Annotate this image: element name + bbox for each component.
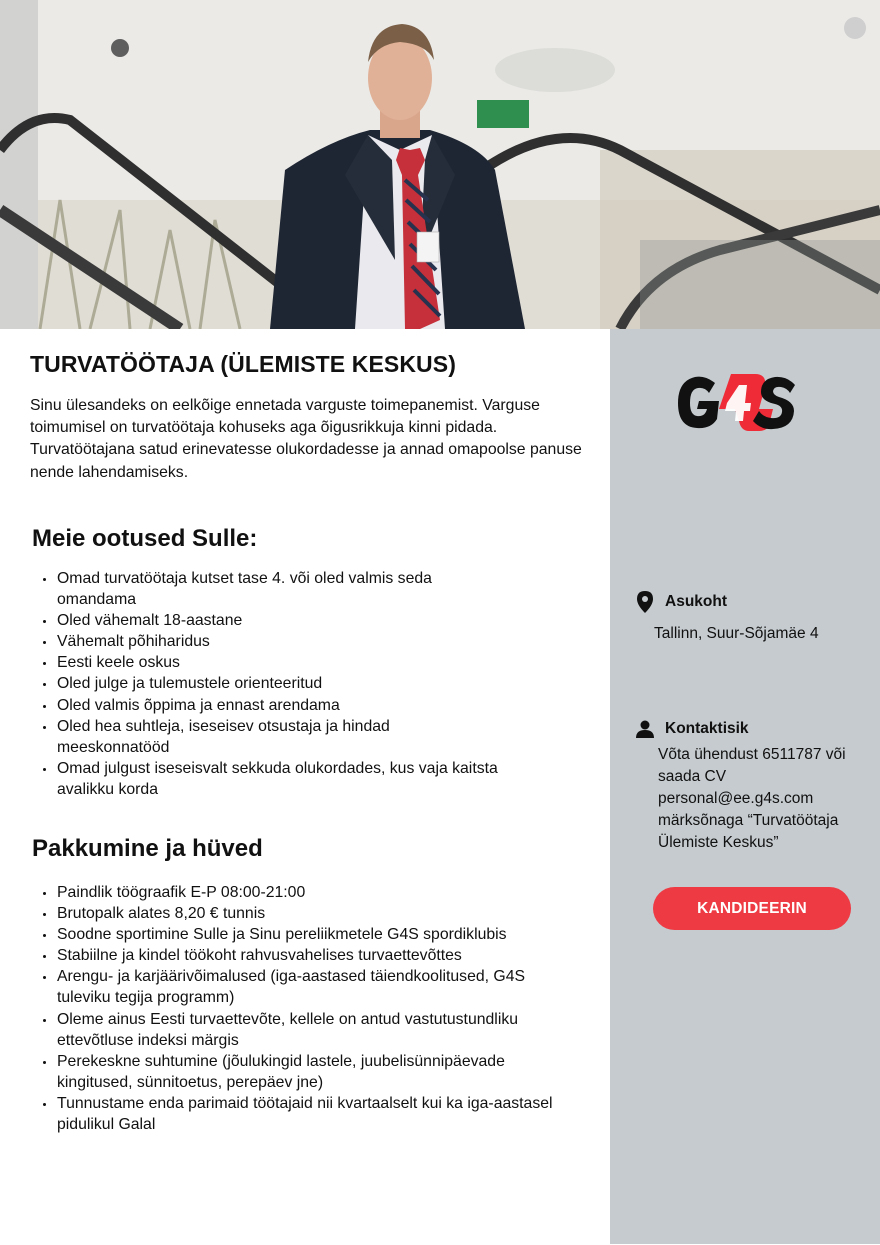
list-item: Oleme ainus Eesti turvaettevõte, kellele on antud vastutustundliku ettevõtluse indeksi märgis [40,1009,560,1051]
list-item: Oled julge ja tulemustele orienteeritud [40,673,500,694]
list-item: Soodne sportimine Sulle ja Sinu pereliikmetele G4S spordiklubis [40,924,560,945]
g4s-logo [675,371,800,433]
hero-photo [0,0,880,329]
list-item: Oled hea suhtleja, iseseisev otsustaja ja hindad meeskonnatööd [40,716,500,758]
location-label: Asukoht [665,593,727,610]
job-intro: Sinu ülesandeks on eelkõige ennetada varguste toimepanemist. Varguse toimumisel on turvatöötaja kohuseks aga õigusrikkuja kinni pidada. Turvatöötajana satud erinevatesse olukordadesse ja annad omapoolse panuse nende lahendamiseks. [30,397,582,481]
list-item: Oled valmis õppima ja ennast arendama [40,695,500,716]
list-item: Omad julgust iseseisvalt sekkuda olukordades, kus vaja kaitsta avalikku korda [40,758,500,800]
list-item: Tunnustame enda parimaid töötajaid nii kvartaalselt kui ka iga-aastasel pidulikul Galal [40,1093,560,1135]
benefits-heading: Pakkumine ja hüved [32,835,263,862]
list-item: Stabiilne ja kindel töökoht rahvusvahelises turvaettevõttes [40,945,560,966]
job-description [0,329,610,1245]
list-item: Arengu- ja karjäärivõimalused (iga-aastased täiendkoolitused, G4S tuleviku tegija programm) [40,966,560,1008]
list-item: Perekeskne suhtumine (jõulukingid lastele, juubelisünnipäevade kingitused, sünnitoetus, perepäev jne) [40,1051,560,1093]
map-pin-icon [635,592,655,612]
benefits-list [40,882,560,1135]
expectations-list [40,568,500,800]
contact-label: Kontaktisik [665,720,749,737]
list-item: Eesti keele oskus [40,652,500,673]
person-icon [635,719,655,739]
job-title: TURVATÖÖTAJA (ÜLEMISTE KESKUS) [30,351,456,377]
expectations-heading: Meie ootused Sulle: [32,525,258,552]
contact-value: Võta ühendust 6511787 või saada CV personal@ee.g4s.com märksõnaga “Turvatöötaja Ülemiste Keskus” [658,746,846,851]
security-officer-photo [0,0,880,329]
list-item: Brutopalk alates 8,20 € tunnis [40,903,560,924]
list-item: Paindlik töögraafik E-P 08:00-21:00 [40,882,560,903]
location-block [635,592,819,643]
list-item: Omad turvatöötaja kutset tase 4. või oled valmis seda omandama [40,568,500,610]
list-item: Vähemalt põhiharidus [40,631,500,652]
contact-block [635,719,873,854]
apply-button[interactable]: KANDIDEERIN [653,887,851,930]
list-item: Oled vähemalt 18-aastane [40,610,500,631]
location-value: Tallinn, Suur-Sõjamäe 4 [654,625,819,642]
sidebar [610,329,880,1244]
